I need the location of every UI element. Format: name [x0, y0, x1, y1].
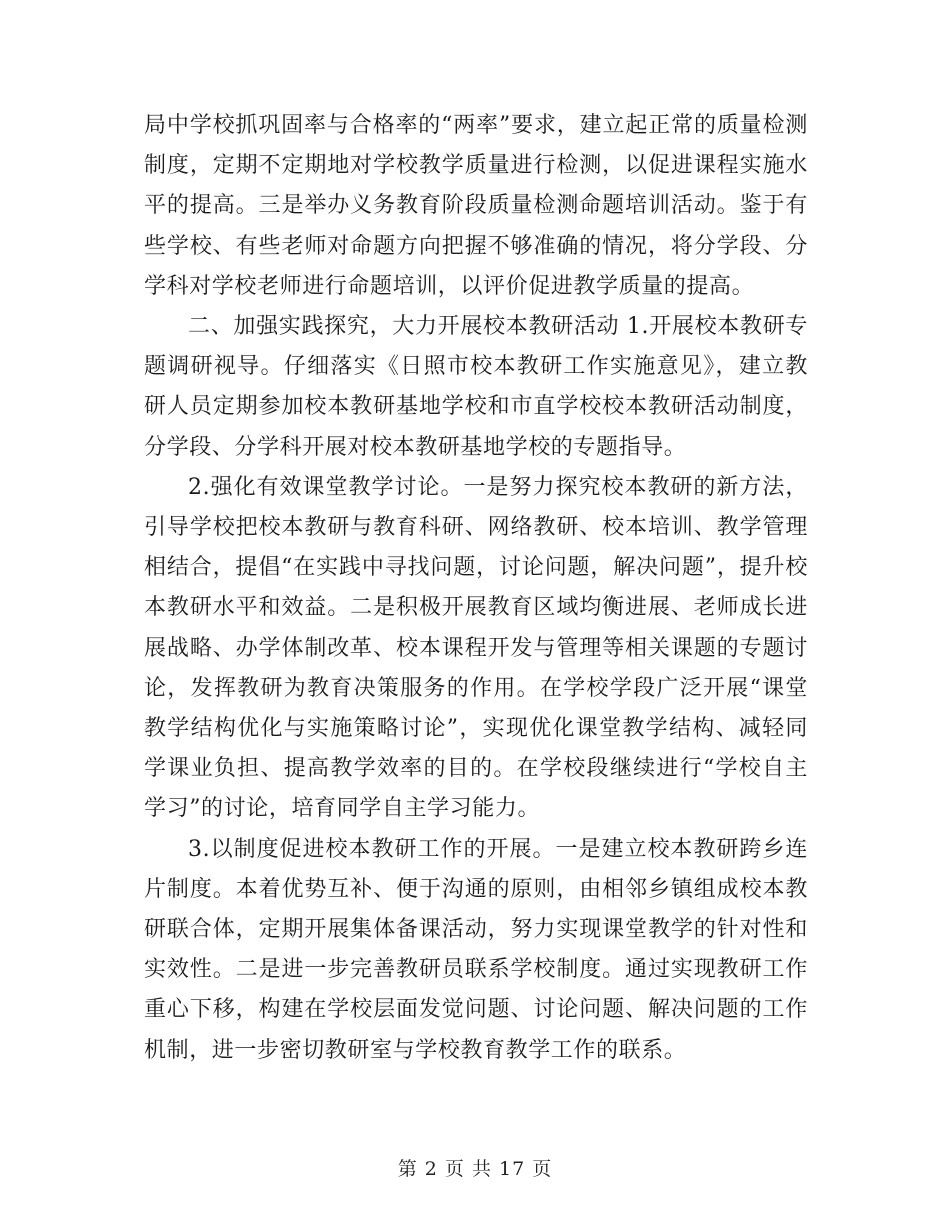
- paragraph-3: 2.强化有效课堂教学讨论。一是努力探究校本教研的新方法，引导学校把校本教研与教育科研、网络教研、校本培训、教学管理相结合，提倡“在实践中寻找问题，讨论问题，解决问题”，提升校本教研水平和效益。二是积极开展教育区域均衡进展、老师成长进展战略、办学体制改革、校本课程开发与管理等相关课题的专题讨论，发挥教研为教育决策服务的作用。在学校学段广泛开展“课堂教学结构优化与实施策略讨论”，实现优化课堂教学结构、减轻同学课业负担、提高教学效率的目的。在学校段继续进行“学校自主学习”的讨论，培育同学自主学习能力。: [144, 474, 808, 822]
- paragraph-4: 3.以制度促进校本教研工作的开展。一是建立校本教研跨乡连片制度。本着优势互补、便于沟通的原则，由相邻乡镇组成校本教研联合体，定期开展集体备课活动，努力实现课堂教学的针对性和实效性。二是进一步完善教研员联系学校制度。通过实现教研工作重心下移，构建在学校层面发觉问题、讨论问题、解决问题的工作机制，进一步密切教研室与学校教育教学工作的联系。: [144, 836, 808, 1063]
- paragraph-2: 二、加强实践探究，大力开展校本教研活动 1.开展校本教研专题调研视导。仔细落实《日照市校本教研工作实施意见》，建立教研人员定期参加校本教研基地学校和市直学校校本教研活动制度，分学段、分学科开展对校本教研基地学校的专题指导。: [144, 314, 808, 460]
- page-number-footer: 第 2 页 共 17 页: [397, 1158, 553, 1180]
- paragraph-1: 局中学校抓巩固率与合格率的“两率”要求，建立起正常的质量检测制度，定期不定期地对学校教学质量进行检测，以促进课程实施水平的提高。三是举办义务教育阶段质量检测命题培训活动。鉴于有些学校、有些老师对命题方向把握不够准确的情况，将分学段、分学科对学校老师进行命题培训，以评价促进教学质量的提高。: [144, 113, 808, 299]
- document-body: [144, 106, 808, 1071]
